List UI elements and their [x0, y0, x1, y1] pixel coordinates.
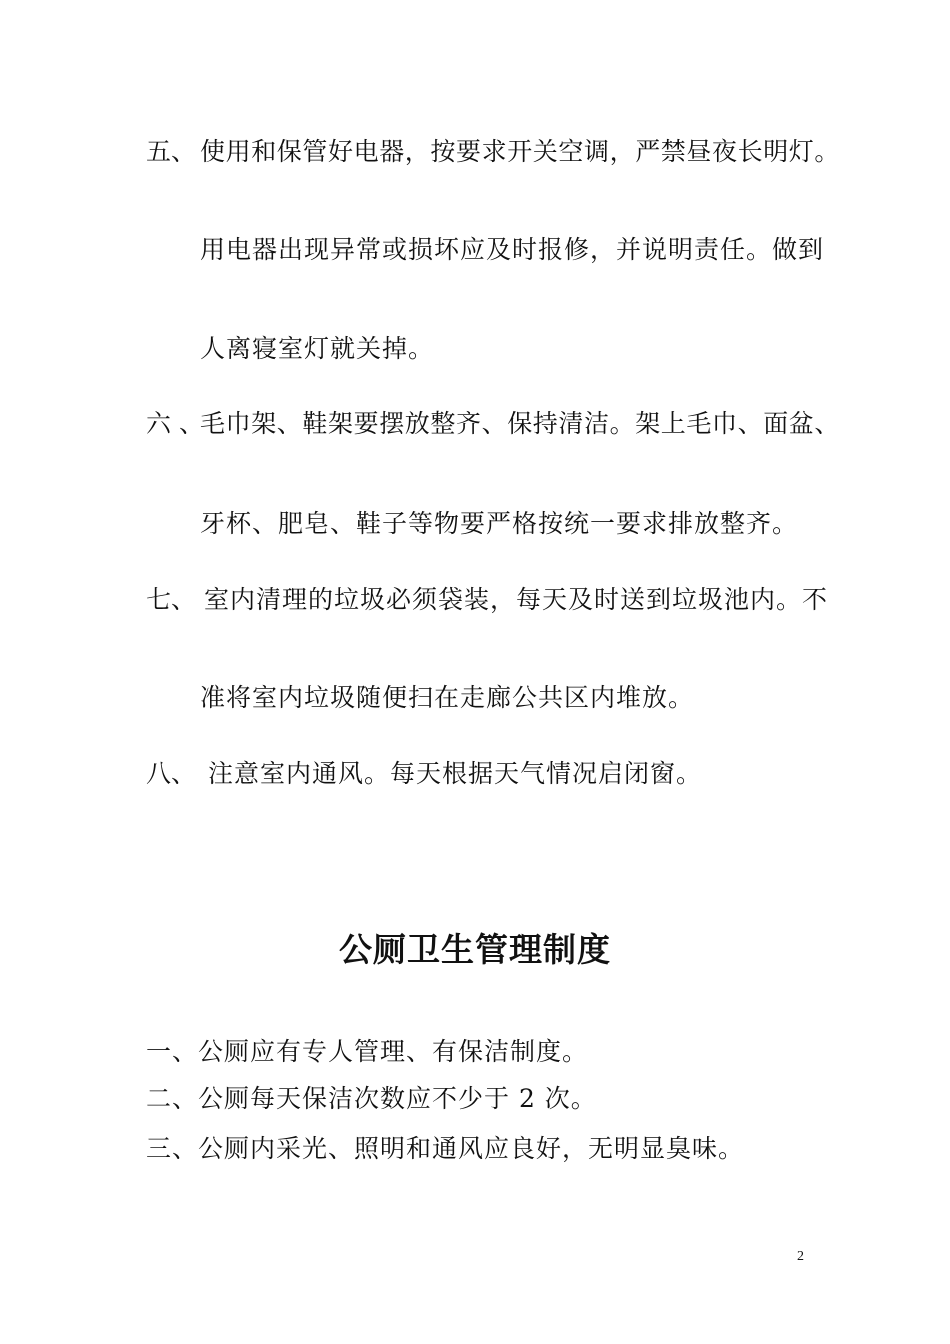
- item-8-line-1: 注意室内通风。每天根据天气情况启闭窗。: [208, 759, 703, 788]
- rule-item-1: 一、公厕应有专人管理、有保洁制度。: [146, 1037, 589, 1066]
- item-6-line-1: 毛巾架、鞋架要摆放整齐、保持清洁。架上毛巾、面盆、: [200, 409, 841, 438]
- item-6-line-2: 牙杯、肥皂、鞋子等物要严格按统一要求排放整齐。: [200, 509, 799, 538]
- item-6-number: 六 、: [146, 409, 204, 438]
- section-title: 公厕卫生管理制度: [339, 930, 611, 969]
- item-5-number: 五、: [146, 137, 197, 166]
- item-7-line-1: 室内清理的垃圾必须袋装，每天及时送到垃圾池内。不: [204, 585, 829, 614]
- item-7-line-2: 准将室内垃圾随便扫在走廊公共区内堆放。: [200, 683, 695, 712]
- item-7-number: 七、: [146, 585, 197, 614]
- item-8-number: 八、: [146, 759, 197, 788]
- rule-item-3: 三、公厕内采光、照明和通风应良好，无明显臭味。: [146, 1134, 745, 1163]
- rule-item-2: 二、公厕每天保洁次数应不少于 2 次。: [146, 1084, 597, 1113]
- page-number: 2: [797, 1249, 804, 1264]
- item-5-line-3: 人离寝室灯就关掉。: [200, 334, 435, 363]
- item-5-line-1: 使用和保管好电器，按要求开关空调，严禁昼夜长明灯。: [200, 137, 841, 166]
- item-5-line-2: 用电器出现异常或损坏应及时报修，并说明责任。做到: [200, 235, 825, 264]
